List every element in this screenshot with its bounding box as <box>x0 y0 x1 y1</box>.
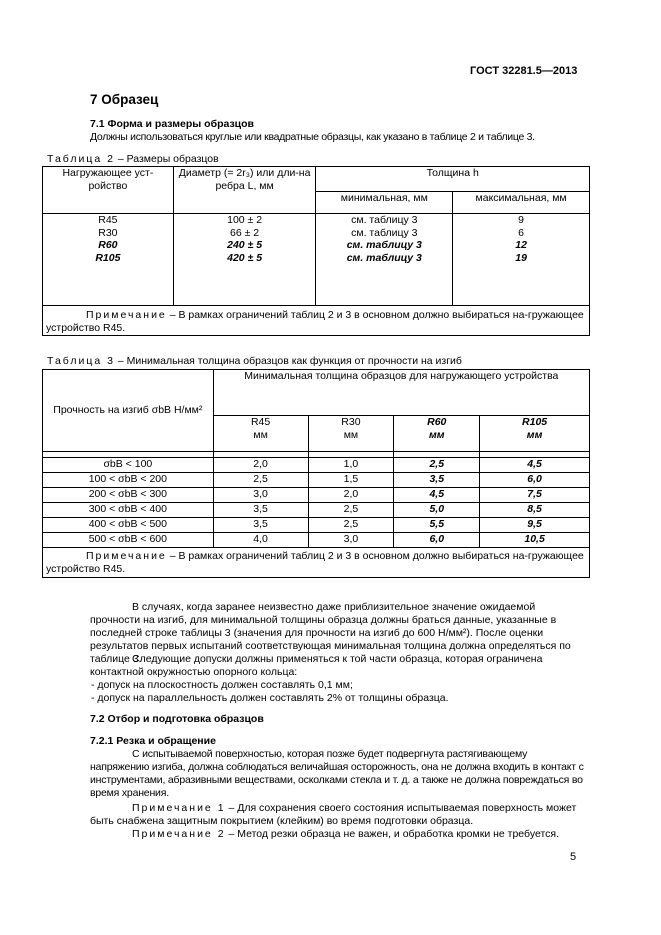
paragraph-1: В случаях, когда заранее неизвестно даже приблизительное значение ожидаемой прочности на изгиб, для минимальной толщины образца должны браться данные, указанные в последней строке таблицы 3 (значения для прочности на изгиб до 600 Н/мм²). После оценки результатов первых испытаний соответствующая минимальная толщина должна определяться по таблице 3. <box>90 601 571 665</box>
t3-header-r105: R105 мм <box>480 416 590 452</box>
list-item: - допуск на параллельность должен составлять 2% от толщины образца. <box>91 692 449 704</box>
subsection-title: 7.1 Форма и размеры образцов <box>90 118 254 130</box>
t3-row: 100 < σbB < 200 2,5 1,5 3,5 6,0 <box>43 473 590 488</box>
t3-row: 400 < σbB < 500 3,5 2,5 5,5 9,5 <box>43 518 590 533</box>
section-title: 7 Образец <box>90 92 159 107</box>
t3-note: Примечание – В рамках ограничений таблиц 2 и 3 в основном должно выбираться на-гружающее устройство R45. <box>43 548 590 578</box>
page-number: 5 <box>570 851 577 863</box>
t2-col-device: R45 R30 R60 R105 <box>43 214 174 306</box>
t2-header-max: максимальная, мм <box>453 192 590 214</box>
table2-caption: Таблица 2 – Размеры образцов <box>47 153 219 165</box>
t3-header-group: Минимальная толщина образцов для нагружающего устройства <box>213 370 589 416</box>
paragraph-2: Следующие допуски должны применяться к той части образца, которая ограничена контактной окружностью опорного кольца: <box>90 653 543 678</box>
t2-header-dimension: Диаметр (= 2r₃) или дли-на ребра L, мм <box>173 167 316 214</box>
paragraph-3: С испытываемой поверхностью, которая позже будет подвергнута растягивающему напряжению изгиба, должна соблюдаться величайшая осторожность, она не должна входить в контакт с инструментами, абразивными веществами, осколками стекла и т. д. а также не должна повреждаться во время хранения. <box>90 748 584 799</box>
t3-row: 300 < σbB < 400 3,5 2,5 5,0 8,5 <box>43 503 590 518</box>
subsection-title-7-2: 7.2 Отбор и подготовка образцов <box>90 713 264 725</box>
table3-caption: Таблица 3 – Минимальная толщина образцов как функция от прочности на изгиб <box>47 355 462 367</box>
subsection-text: Должны использоваться круглые или квадратные образцы, как указано в таблице 2 и таблице 3. <box>90 131 535 143</box>
table2 <box>42 166 590 336</box>
table3 <box>42 369 590 578</box>
t3-row: 200 < σbB < 300 3,0 2,0 4,5 7,5 <box>43 488 590 503</box>
t3-header-strength: Прочность на изгиб σbB Н/мм² <box>43 370 214 452</box>
subsection-title-7-2-1: 7.2.1 Резка и обращение <box>90 735 216 747</box>
t2-header-min: минимальная, мм <box>316 192 453 214</box>
t3-header-r45: R45 мм <box>213 416 308 452</box>
t3-header-r60: R60 мм <box>394 416 480 452</box>
t2-col-dimension: 100 ± 2 66 ± 2 240 ± 5 420 ± 5 <box>173 214 316 306</box>
list-item: - допуск на плоскостность должен составлять 0,1 мм; <box>91 679 353 691</box>
t2-col-min: см. таблицу 3 см. таблицу 3 см. таблицу 3 см. таблицу 3 <box>316 214 453 306</box>
t2-col-max: 9 6 12 19 <box>453 214 590 306</box>
t3-header-r30: R30 мм <box>308 416 394 452</box>
t2-header-thickness: Толщина h <box>316 167 590 192</box>
t3-row: 500 < σbB < 600 4,0 3,0 6,0 10,5 <box>43 533 590 548</box>
standard-number: ГОСТ 32281.5—2013 <box>470 65 578 77</box>
note-2: Примечание 2 – Метод резки образца не важен, и обработка кромки не требуется. <box>132 828 559 840</box>
t2-note: Примечание – В рамках ограничений таблиц 2 и 3 в основном должно выбираться на-гружающее устройство R45. <box>43 306 590 336</box>
note-1: Примечание 1 – Для сохранения своего состояния испытываемая поверхность может быть снабжена защитным покрытием (клейким) во время подготовки образца. <box>90 802 577 827</box>
t2-header-device: Нагружающее уст-ройство <box>43 167 174 214</box>
t3-row: σbB < 100 2,0 1,0 2,5 4,5 <box>43 458 590 473</box>
